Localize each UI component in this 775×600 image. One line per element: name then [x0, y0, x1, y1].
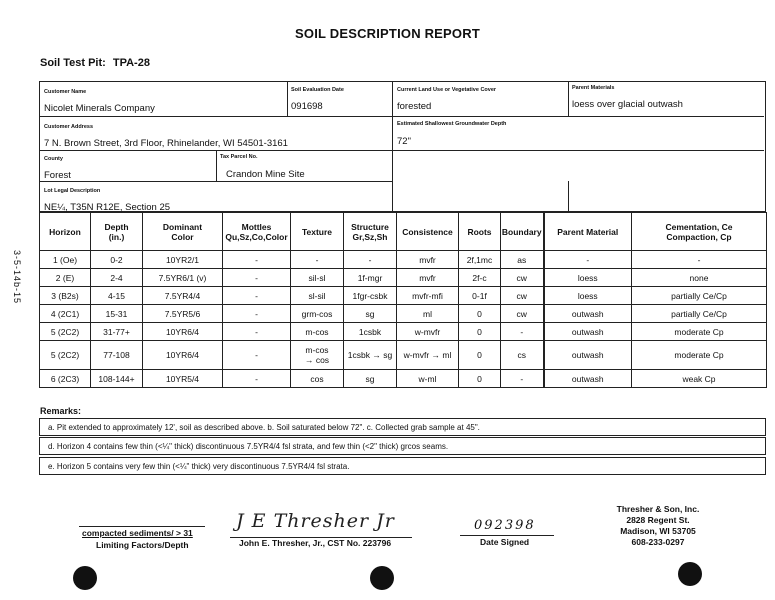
table-cell: mvfr [397, 269, 459, 287]
table-cell: 2 (E) [40, 269, 91, 287]
soil-test-pit [40, 57, 150, 69]
eval-date: 091698 [291, 101, 323, 112]
table-cell: - [223, 287, 291, 305]
table-cell: cs [501, 341, 544, 370]
signer-name: John E. Thresher, Jr., CST No. 223796 [239, 538, 392, 548]
table-cell: 10YR6/4 [143, 323, 223, 341]
punch-hole [370, 566, 394, 590]
table-cell: 7.5YR5/6 [143, 305, 223, 323]
punch-hole [73, 566, 97, 590]
table-cell: loess [544, 287, 632, 305]
remarks-title: Remarks: [40, 406, 82, 416]
remark-line: a. Pit extended to approximately 12', soil as described above. b. Soil saturated below 72". c. Collected grab sample at 45". [39, 418, 766, 436]
company-block [598, 504, 718, 548]
address-label: Customer Address [44, 124, 94, 130]
table-cell: - [291, 251, 344, 269]
table-cell: - [501, 323, 544, 341]
legal-description-label: Lot Legal Description [44, 188, 101, 194]
table-cell: 2-4 [91, 269, 143, 287]
table-cell: loess [544, 269, 632, 287]
table-cell: 0 [459, 370, 501, 388]
table-cell: m-cos [291, 323, 344, 341]
table-cell: outwash [544, 370, 632, 388]
table-cell: - [344, 251, 397, 269]
customer-name-label: Customer Name [44, 89, 87, 95]
table-cell: 15-31 [91, 305, 143, 323]
table-cell: 31-77+ [91, 323, 143, 341]
table-row [40, 323, 767, 341]
table-cell: 0 [459, 305, 501, 323]
table-row [40, 305, 767, 323]
remark-line: d. Horizon 4 contains few thin (<¼" thick) discontinuous 7.5YR4/4 fsl strata, and few thin (<2" thick) grcos seams. [39, 437, 766, 455]
company-phone: 608-233-0297 [631, 537, 685, 547]
parent-materials: loess over glacial outwash [572, 99, 683, 110]
tax-parcel: Crandon Mine Site [226, 169, 305, 180]
table-cell: 7.5YR6/1 (v) [143, 269, 223, 287]
county: Forest [44, 170, 71, 181]
table-cell: - [544, 251, 632, 269]
column-header: Dominant Color [143, 213, 223, 251]
table-cell: 4 (2C1) [40, 305, 91, 323]
column-header: Parent Material [544, 213, 632, 251]
table-cell: 0-1f [459, 287, 501, 305]
column-header: Structure Gr,Sz,Sh [344, 213, 397, 251]
table-cell: - [223, 370, 291, 388]
table-cell: w-ml [397, 370, 459, 388]
table-cell: 7.5YR4/4 [143, 287, 223, 305]
table-cell: 1csbk → sg [344, 341, 397, 370]
company-city: Madison, WI 53705 [620, 526, 696, 536]
table-cell: w-mvfr → ml [397, 341, 459, 370]
punch-hole [678, 562, 702, 586]
column-header: Horizon [40, 213, 91, 251]
table-cell: - [223, 341, 291, 370]
table-cell: 10YR6/4 [143, 341, 223, 370]
table-cell: m-cos → cos [291, 341, 344, 370]
table-cell: 6 (2C3) [40, 370, 91, 388]
table-cell: 77-108 [91, 341, 143, 370]
remark-line: e. Horizon 5 contains very few thin (<¼" thick) very discontinuous 7.5YR4/4 fsl strata. [39, 457, 766, 475]
table-row [40, 287, 767, 305]
table-cell: - [223, 305, 291, 323]
table-cell: 5 (2C2) [40, 341, 91, 370]
table-cell: 1f-mgr [344, 269, 397, 287]
table-row [40, 251, 767, 269]
pit-label: Soil Test Pit: [40, 57, 106, 69]
date-signed-value: 092398 [474, 518, 536, 533]
column-header: Roots [459, 213, 501, 251]
report-header-form [39, 81, 766, 212]
land-use-label: Current Land Use or Vegetative Cover [397, 87, 497, 93]
table-cell: moderate Cp [632, 341, 767, 370]
table-cell: ml [397, 305, 459, 323]
table-cell: w-mvfr [397, 323, 459, 341]
column-header: Depth (in.) [91, 213, 143, 251]
table-cell: cw [501, 287, 544, 305]
column-header: Cementation, Ce Compaction, Cp [632, 213, 767, 251]
date-signed-label: Date Signed [480, 537, 530, 547]
table-row [40, 341, 767, 370]
table-cell: outwash [544, 305, 632, 323]
customer-name: Nicolet Minerals Company [44, 103, 155, 114]
table-header-row [40, 213, 767, 251]
groundwater-depth: 72" [397, 136, 411, 147]
table-cell: 0-2 [91, 251, 143, 269]
county-label: County [44, 156, 63, 162]
table-cell: outwash [544, 341, 632, 370]
table-cell: 0 [459, 341, 501, 370]
table-cell: 1 (Oe) [40, 251, 91, 269]
table-cell: 10YR5/4 [143, 370, 223, 388]
table-cell: sg [344, 370, 397, 388]
table-row [40, 370, 767, 388]
land-use: forested [397, 101, 432, 112]
parent-materials-label: Parent Materials [572, 85, 615, 91]
table-cell: sg [344, 305, 397, 323]
column-header: Boundary [501, 213, 544, 251]
table-cell: 2f,1mc [459, 251, 501, 269]
table-cell: partially Ce/Cp [632, 305, 767, 323]
signature: J E Thresher Jr [236, 510, 395, 532]
company-name: Thresher & Son, Inc. [616, 504, 700, 514]
report-title: SOIL DESCRIPTION REPORT [295, 26, 480, 41]
table-cell: - [632, 251, 767, 269]
table-cell: mvfr-mfi [397, 287, 459, 305]
tax-parcel-label: Tax Parcel No. [220, 154, 258, 160]
column-header: Mottles Qu,Sz,Co,Color [223, 213, 291, 251]
table-cell: - [501, 370, 544, 388]
table-cell: sl-sil [291, 287, 344, 305]
groundwater-label: Estimated Shallowest Groundwater Depth [397, 121, 507, 127]
company-street: 2828 Regent St. [626, 515, 690, 525]
table-row [40, 269, 767, 287]
side-note: 3-5-14b-15 [12, 250, 22, 305]
table-cell: 108-144+ [91, 370, 143, 388]
table-cell: cw [501, 269, 544, 287]
table-cell: 10YR2/1 [143, 251, 223, 269]
table-cell: 4-15 [91, 287, 143, 305]
table-cell: none [632, 269, 767, 287]
table-cell: cos [291, 370, 344, 388]
table-cell: - [223, 251, 291, 269]
table-cell: mvfr [397, 251, 459, 269]
column-header: Texture [291, 213, 344, 251]
table-cell: as [501, 251, 544, 269]
table-cell: - [223, 323, 291, 341]
table-cell: 1fgr-csbk [344, 287, 397, 305]
table-cell: sil-sl [291, 269, 344, 287]
table-cell: 3 (B2s) [40, 287, 91, 305]
table-cell: weak Cp [632, 370, 767, 388]
limiting-factors-value: compacted sediments/ > 31 [82, 528, 193, 538]
table-cell: 1csbk [344, 323, 397, 341]
table-cell: moderate Cp [632, 323, 767, 341]
table-cell: cw [501, 305, 544, 323]
table-cell: - [223, 269, 291, 287]
table-cell: 2f-c [459, 269, 501, 287]
table-cell: 0 [459, 323, 501, 341]
soil-horizon-table [39, 212, 767, 388]
column-header: Consistence [397, 213, 459, 251]
table-cell: outwash [544, 323, 632, 341]
table-cell: 5 (2C2) [40, 323, 91, 341]
table-cell: grm-cos [291, 305, 344, 323]
legal-description: NE¼, T35N R12E, Section 25 [44, 202, 171, 213]
eval-date-label: Soil Evaluation Date [291, 87, 344, 93]
table-cell: partially Ce/Cp [632, 287, 767, 305]
limiting-factors-label: Limiting Factors/Depth [96, 540, 189, 550]
customer-address: 7 N. Brown Street, 3rd Floor, Rhinelander, WI 54501-3161 [44, 138, 288, 149]
pit-value: TPA-28 [112, 57, 150, 69]
